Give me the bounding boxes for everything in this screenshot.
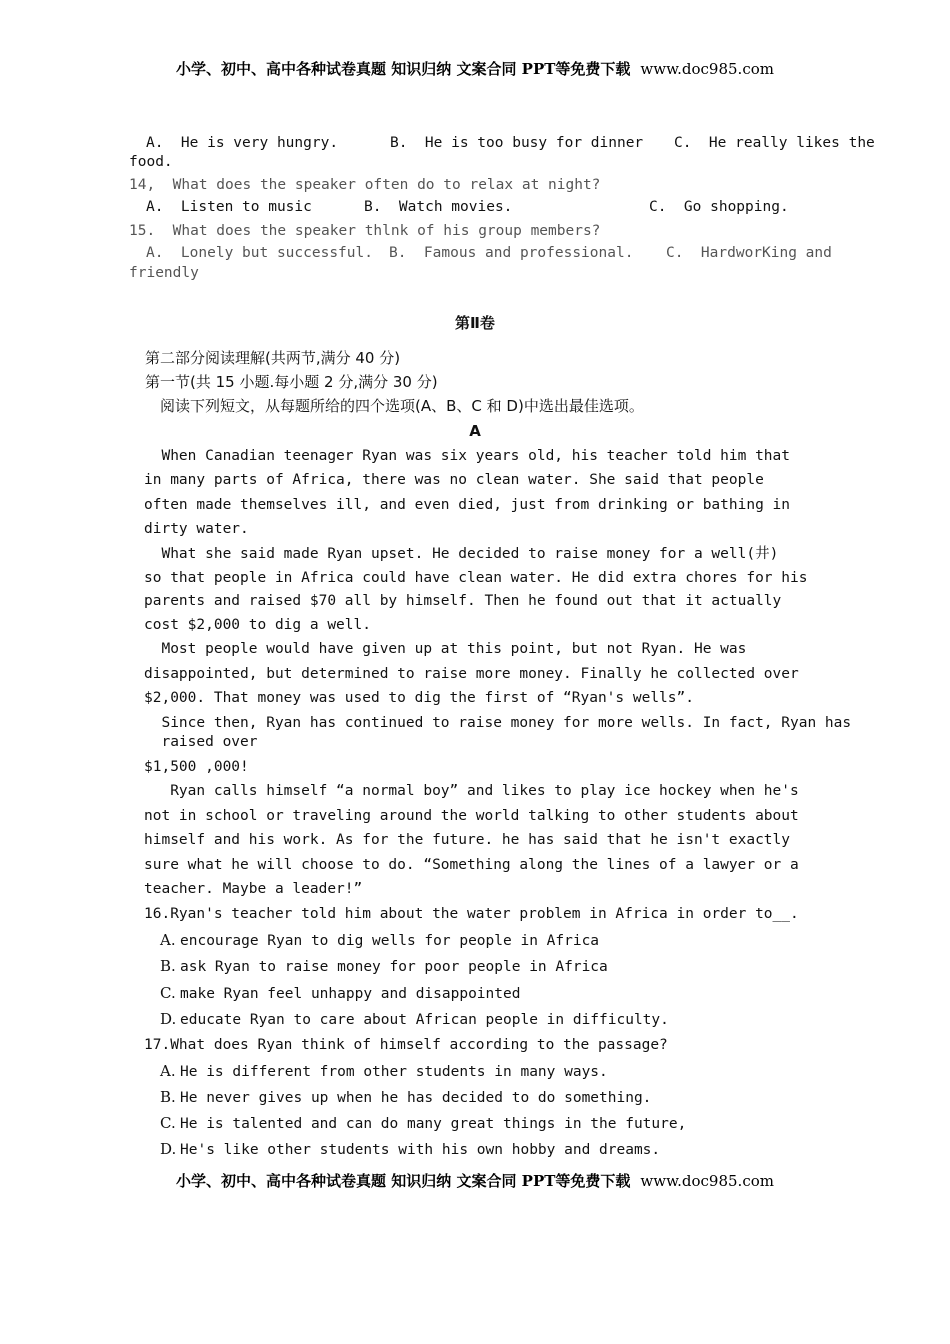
- q14-option-c: C. Go shopping.: [649, 199, 789, 215]
- passage-line: Ryan calls himself “a normal boy” and likes to play ice hockey when he's: [144, 783, 799, 799]
- header-text: 小学、初中、高中各种试卷真题 知识归纳 文案合同 PPT等免费下载: [176, 60, 631, 78]
- q13-option-c: C. He really likes the: [674, 135, 875, 151]
- passage-line: himself and his work. As for the future. he has said that he isn't exactly: [144, 832, 791, 848]
- passage-line: raised over: [144, 734, 258, 750]
- subsection-heading: 第一节(共 15 小题.每小题 2 分,满分 30 分): [145, 373, 438, 391]
- passage-line: often made themselves ill, and even died, just from drinking or bathing in: [144, 497, 791, 513]
- q17-option-b: B. He never gives up when he has decided to do something.: [160, 1088, 652, 1106]
- passage-line: sure what he will choose to do. “Something along the lines of a lawyer or a: [144, 857, 799, 873]
- q14-option-a: A. Listen to music: [146, 199, 312, 215]
- q13-option-a: A. He is very hungry.: [146, 135, 339, 151]
- q13-option-c-cont: food.: [129, 154, 173, 170]
- q15-option-c-cont: friendly: [129, 265, 199, 281]
- q15-stem: 15. What does the speaker thlnk of his group members?: [129, 223, 601, 239]
- footer-url[interactable]: www.doc985.com: [640, 1172, 774, 1190]
- passage-line: cost $2,000 to dig a well.: [144, 617, 371, 633]
- passage-line: dirty water.: [144, 521, 249, 537]
- q15-option-c: C. HardworKing and: [666, 245, 832, 261]
- passage-line: parents and raised $70 all by himself. Then he found out that it actually: [144, 593, 782, 609]
- passage-line: $2,000. That money was used to dig the first of “Ryan's wells”.: [144, 690, 694, 706]
- passage-line: teacher. Maybe a leader!”: [144, 881, 363, 897]
- footer-banner: [0, 1170, 950, 1191]
- passage-line: so that people in Africa could have clean water. He did extra chores for his: [144, 570, 808, 586]
- header-banner: [0, 58, 950, 79]
- q16-option-b: B. ask Ryan to raise money for poor people in Africa: [160, 957, 608, 975]
- q16-stem: 16.Ryan's teacher told him about the water problem in Africa in order to__.: [144, 906, 799, 922]
- q15-option-a: A. Lonely but successful.: [146, 245, 373, 261]
- passage-line: not in school or traveling around the world talking to other students about: [144, 808, 799, 824]
- passage-line: disappointed, but determined to raise more money. Finally he collected over: [144, 666, 799, 682]
- passage-line: What she said made Ryan upset. He decided to raise money for a well(井): [144, 546, 779, 562]
- q17-option-c: C. He is talented and can do many great things in the future,: [160, 1114, 687, 1132]
- q17-stem: 17.What does Ryan think of himself according to the passage?: [144, 1037, 668, 1053]
- q17-option-a: A. He is different from other students in many ways.: [160, 1062, 608, 1080]
- header-url[interactable]: www.doc985.com: [640, 60, 774, 78]
- footer-text: 小学、初中、高中各种试卷真题 知识归纳 文案合同 PPT等免费下载: [176, 1172, 631, 1190]
- passage-line: Since then, Ryan has continued to raise money for more wells. In fact, Ryan has: [144, 715, 852, 731]
- q16-option-c: C. make Ryan feel unhappy and disappointed: [160, 984, 521, 1002]
- q14-stem: 14, What does the speaker often do to relax at night?: [129, 177, 601, 193]
- q14-option-b: B. Watch movies.: [364, 199, 513, 215]
- passage-line: Most people would have given up at this point, but not Ryan. He was: [144, 641, 747, 657]
- q15-option-b: B. Famous and professional.: [389, 245, 634, 261]
- q16-option-a: A. encourage Ryan to dig wells for people in Africa: [160, 931, 600, 949]
- passage-line: When Canadian teenager Ryan was six years old, his teacher told him that: [144, 448, 791, 464]
- part-heading: 第二部分阅读理解(共两节,满分 40 分): [145, 349, 401, 367]
- passage-line: in many parts of Africa, there was no clean water. She said that people: [144, 472, 764, 488]
- instruction-text: 阅读下列短文，从每题所给的四个选项(A、B、C 和 D)中选出最佳选项。: [160, 397, 644, 415]
- q16-option-d: D. educate Ryan to care about African people in difficulty.: [160, 1010, 669, 1028]
- passage-line: $1,500 ,000!: [144, 759, 249, 775]
- passage-label: A: [469, 422, 481, 440]
- q17-option-d: D. He's like other students with his own hobby and dreams.: [160, 1140, 661, 1158]
- q13-option-b: B. He is too busy for dinner: [390, 135, 644, 151]
- section-title: 第Ⅱ卷: [455, 314, 495, 332]
